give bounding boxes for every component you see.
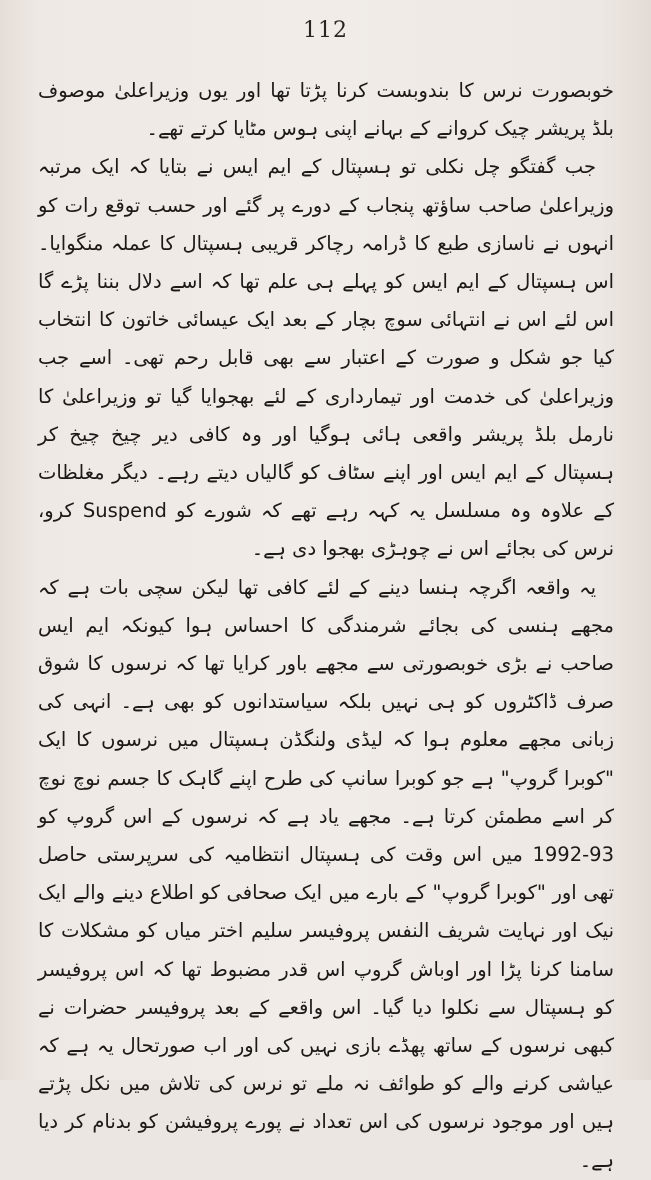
paragraph-1: خوبصورت نرس کا بندوبست کرنا پڑتا تھا اور یوں وزیراعلیٰ موصوف بلڈ پریشر چیک کروانے کے بہانے اپنی ہوس مٹایا کرتے تھے۔ bbox=[38, 79, 614, 141]
page-number: 112 bbox=[303, 18, 348, 43]
paragraph-2: جب گفتگو چل نکلی تو ہسپتال کے ایم ایس نے بتایا کہ ایک مرتبہ وزیراعلیٰ صاحب ساؤتھ پنجاب کے دورے پر گئے اور حسب توقع رات کو انہوں نے ناسازی طبع کا ڈرامہ رچاکر قریبی ہسپتال کا عملہ منگوایا۔ اس ہسپتال کے ایم ایس کو پہلے ہی علم تھا کہ اسے دلال بننا پڑے گا اس لئے اس نے انتہائی سوچ بچار کے بعد ایک عیسائی خاتون کا انتخاب کیا جو شکل و صورت کے اعتبار سے بھی قابل رحم تھی۔ اسے جب وزیراعلیٰ کی خدمت اور تیمارداری کے لئے بھجوایا گیا تو وزیراعلیٰ کا نارمل بلڈ پریشر واقعی ہائی ہوگیا اور وہ کافی دیر چیخ چیخ کر ہسپتال کے ایم ایس اور اپنے سٹاف کو گالیاں دیتے رہے۔ دیگر مغلظات کے علاوہ وہ مسلسل یہ کہہ رہے تھے کہ شورے کو Suspend کرو، نرس کی بجائے اس نے چوہڑی بھجوا دی ہے۔ bbox=[38, 155, 615, 561]
paragraph-3: یہ واقعہ اگرچہ ہنسا دینے کے لئے کافی تھا لیکن سچی بات ہے کہ مجھے ہنسی کی بجائے شرمندگی کا احساس ہوا کیونکہ ایم ایس صاحب نے بڑی خوبصورتی سے مجھے باور کرایا تھا کہ نرسوں کا شوق صرف ڈاکٹروں کو ہی نہیں بلکہ سیاستدانوں کو بھی ہے۔ انہی کی زبانی مجھے معلوم ہوا کہ لیڈی ولنگڈن ہسپتال میں نرسوں کا ایک "کوبرا گروپ" ہے جو کوبرا سانپ کی طرح اپنے گاہک کا جسم نوچ نوچ کر اسے مطمئن کرتا ہے۔ مجھے یاد ہے کہ نرسوں کے اس گروپ کو 93-1992 میں اس وقت کی ہسپتال انتظامیہ کی سرپرستی حاصل تھی اور "کوبرا گروپ" کے بارے میں ایک صحافی کو اطلاع دینے والے ایک نیک اور نہایت شریف النفس پروفیسر سلیم اختر میاں کو مشکلات کا سامنا کرنا پڑا اور اوباش گروپ اس قدر مضبوط تھا کہ اس پروفیسر کو ہسپتال سے نکلوا دیا گیا۔ اس واقعے کے بعد پروفیسر حضرات نے کبھی نرسوں کے ساتھ پھڈے بازی نہیں کی اور اب صورتحال یہ ہے کہ عیاشی کرنے والے کو طوائف نہ ملے تو نرس کی تلاش میں نکل پڑتے ہیں اور موجود نرسوں کی اس تعداد نے پورے پروفیشن کو بدنام کر دیا ہے۔ bbox=[38, 575, 614, 1172]
body-text bbox=[38, 72, 614, 1180]
